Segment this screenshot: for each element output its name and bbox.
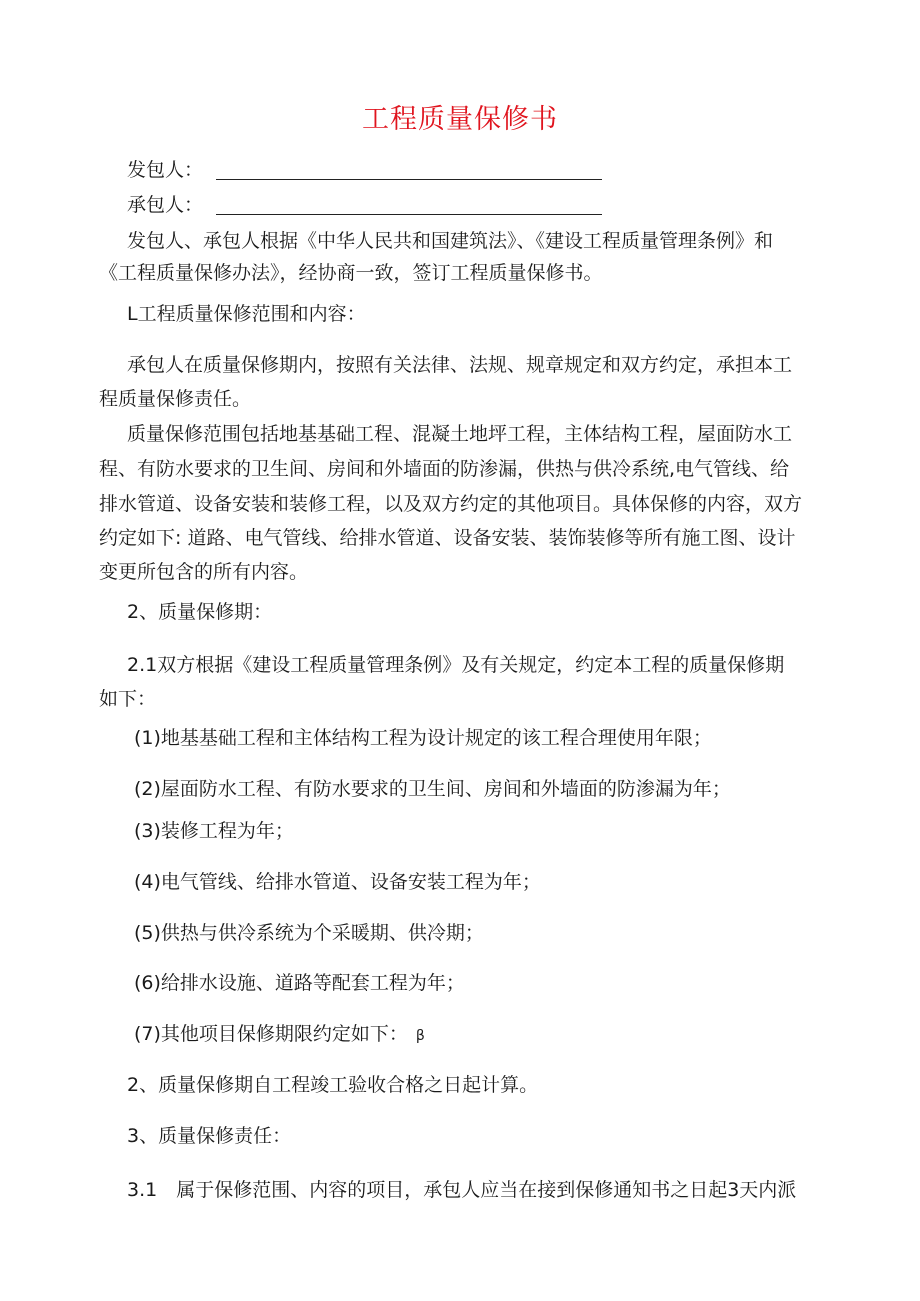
document-title: 工程质量保修书 bbox=[362, 104, 558, 135]
period-item-7-text: (7)其他项目保修期限约定如下： bbox=[134, 1023, 408, 1045]
section1-p2-line-2: 程、有防水要求的卫生间、房间和外墙面的防渗漏，供热与供冷系统,电气管线、给 bbox=[99, 458, 790, 480]
contractor-label: 承包人： bbox=[127, 194, 204, 216]
section3-p1-line-1: 3.1 属于保修范围、内容的项目，承包人应当在接到保修通知书之日起3天内派 bbox=[127, 1179, 797, 1201]
section1-p2-line-5: 变更所包含的所有内容。 bbox=[99, 561, 309, 583]
intro-line-2: 《工程质量保修办法》，经协商一致，签订工程质量保修书。 bbox=[99, 262, 603, 284]
intro-line-1: 发包人、承包人根据《中华人民共和国建筑法》、《建设工程质量管理条例》和 bbox=[127, 230, 774, 252]
period-item-7 bbox=[134, 1017, 425, 1053]
employer-blank-line[interactable] bbox=[216, 179, 602, 180]
period-item-1: (1)地基基础工程和主体结构工程为设计规定的该工程合理使用年限； bbox=[134, 727, 712, 749]
period-item-7-mark: β bbox=[415, 1028, 425, 1044]
section2-heading: 2、质量保修期： bbox=[127, 601, 273, 623]
section2-p1-line-1: 2.1双方根据《建设工程质量管理条例》及有关规定，约定本工程的质量保修期 bbox=[127, 654, 785, 676]
section2-p1-line-2: 如下： bbox=[99, 688, 157, 710]
section1-p2-line-1: 质量保修范围包括地基基础工程、混凝土地坪工程，主体结构工程，屋面防水工 bbox=[127, 423, 793, 445]
period-item-2: (2)屋面防水工程、有防水要求的卫生间、房间和外墙面的防渗漏为年； bbox=[134, 778, 731, 800]
section2-p2: 2、质量保修期自工程竣工验收合格之日起计算。 bbox=[127, 1074, 539, 1096]
employer-label: 发包人： bbox=[127, 159, 204, 181]
period-item-3: (3)装修工程为年； bbox=[134, 820, 294, 842]
section1-p2-line-3: 排水管道、设备安装和装修工程，以及双方约定的其他项目。具体保修的内容，双方 bbox=[99, 493, 803, 515]
period-item-6: (6)给排水设施、道路等配套工程为年； bbox=[134, 972, 465, 994]
section3-heading: 3、质量保修责任： bbox=[127, 1125, 292, 1147]
section1-p1-line-1: 承包人在质量保修期内，按照有关法律、法规、规章规定和双方约定，承担本工 bbox=[127, 354, 793, 376]
section1-p1-line-2: 程质量保修责任。 bbox=[99, 388, 252, 410]
period-item-5: (5)供热与供冷系统为个采暖期、供冷期； bbox=[134, 922, 484, 944]
contractor-blank-line[interactable] bbox=[216, 214, 602, 215]
section1-heading: L工程质量保修范围和内容： bbox=[127, 303, 366, 325]
section1-p2-line-4: 约定如下: 道路、电气管线、给排水管道、设备安装、装饰装修等所有施工图、设计 bbox=[99, 527, 796, 549]
period-item-4: (4)电气管线、给排水管道、设备安装工程为年； bbox=[134, 871, 541, 893]
